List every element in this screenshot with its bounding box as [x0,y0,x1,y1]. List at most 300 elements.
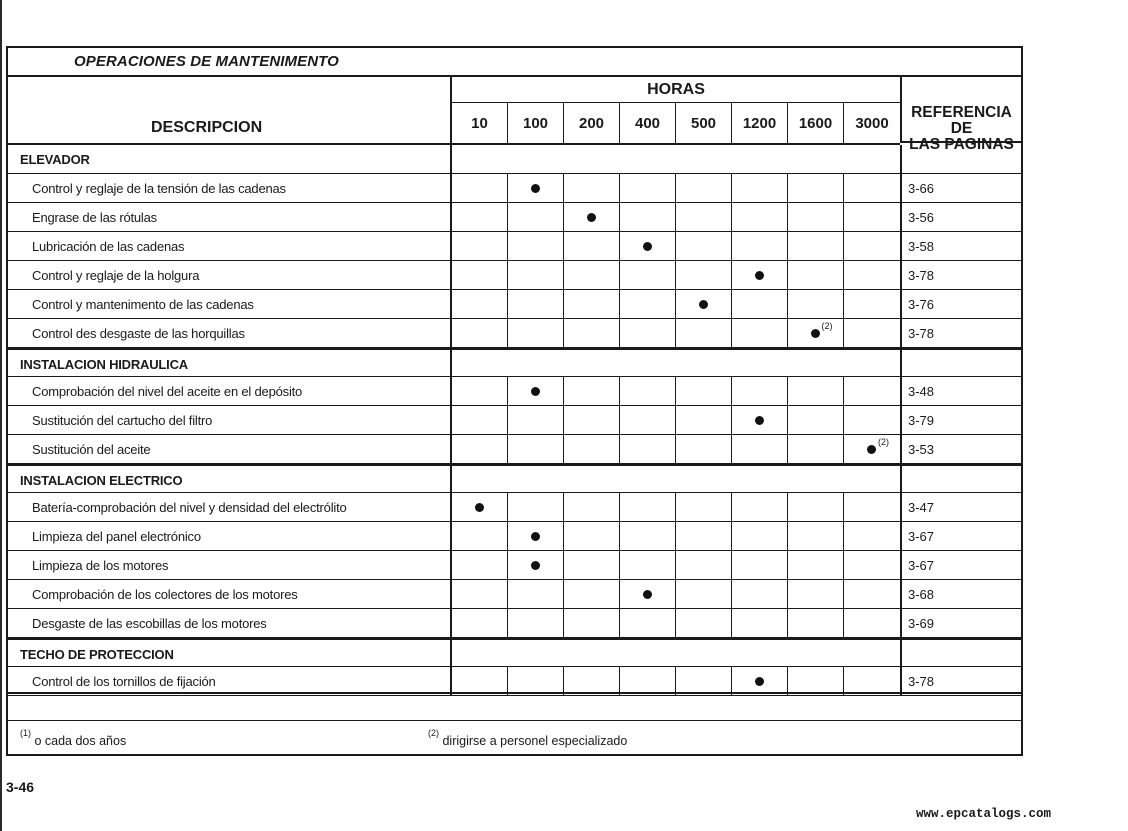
hour-cell [676,261,732,289]
reference-header-line1: REFERENCIA DE [911,104,1012,137]
hour-cell [732,290,788,318]
hour-cell [788,435,844,463]
section-title: ELEVADOR [20,152,90,167]
hour-cell [452,580,508,608]
hour-cell [620,377,676,405]
hour-cell [676,203,732,231]
hours-cells [452,174,900,202]
reference-cell [900,551,1021,579]
hour-cell [732,350,788,376]
hours-column-header: 500 [676,103,732,143]
reference-cell [900,466,1021,492]
hours-interval-header [452,103,900,145]
hour-cell [676,580,732,608]
hour-cell [732,203,788,231]
hour-cell [508,145,564,173]
hour-cell [620,493,676,521]
hour-cell [564,232,620,260]
hour-cell [788,290,844,318]
hour-cell [676,466,732,492]
table-row [8,319,1021,348]
footnote-2-mark: (2) [428,728,439,738]
hour-cell [564,522,620,550]
reference-page: 3-78 [908,674,935,689]
hour-cell [732,406,788,434]
interval-dot-icon [643,242,652,251]
hour-cell [788,667,844,695]
hour-cell [564,640,620,666]
hour-cell [844,466,900,492]
maintenance-table [6,46,1023,756]
description-cell [8,580,452,608]
interval-dot-icon [755,677,764,686]
hour-cell [844,174,900,202]
hour-cell [732,145,788,173]
hour-cell [732,640,788,666]
table-blank-row [8,692,1021,721]
reference-cell [900,290,1021,318]
table-row [8,174,1021,203]
hour-cell [508,232,564,260]
hour-cell [676,350,732,376]
interval-dot-icon [531,532,540,541]
operation-label: Limpieza de los motores [32,558,169,573]
hour-cell [620,551,676,579]
hour-cell [508,350,564,376]
hours-column-header: 10 [452,103,508,143]
operation-label: Control des desgaste de las horquillas [32,326,245,341]
hour-cell [564,174,620,202]
description-cell [8,145,452,173]
hour-cell [844,406,900,434]
hour-cell [564,203,620,231]
hour-cell [620,350,676,376]
table-row [8,609,1021,638]
hour-cell [676,232,732,260]
hour-cell [788,319,844,347]
hour-cell [676,174,732,202]
hour-cell [844,435,900,463]
interval-dot-icon [755,416,764,425]
hours-header-cell [452,77,900,103]
hour-cell [508,493,564,521]
hour-cell [732,609,788,637]
description-header-cell [8,77,452,145]
hour-cell [564,377,620,405]
table-body [8,145,1021,696]
hour-cell [844,551,900,579]
description-cell [8,290,452,318]
hour-cell [788,174,844,202]
table-row [8,290,1021,319]
hour-cell [508,522,564,550]
hour-cell [452,609,508,637]
interval-dot-icon [811,321,833,338]
hour-cell [564,145,620,173]
table-row [8,435,1021,464]
hour-cell [620,580,676,608]
hour-cell [676,522,732,550]
hour-cell [676,667,732,695]
reference-cell [900,522,1021,550]
hour-cell [676,493,732,521]
hour-cell [676,609,732,637]
hour-cell [452,551,508,579]
description-cell [8,667,452,695]
hour-cell [788,609,844,637]
hour-cell [788,232,844,260]
hours-column-header: 1600 [788,103,844,143]
reference-header-line2: LAS PAGINAS [909,136,1014,153]
hours-column-header: 100 [508,103,564,143]
hour-cell [620,667,676,695]
footnote-2-text: dirigirse a personel especializado [439,734,628,749]
table-row [8,522,1021,551]
description-cell [8,551,452,579]
reference-cell [900,203,1021,231]
hours-cells [452,290,900,318]
description-cell [8,319,452,347]
hour-cell [732,232,788,260]
hour-cell [676,551,732,579]
reference-cell [900,319,1021,347]
description-cell [8,435,452,463]
reference-cell [900,667,1021,695]
table-row [8,406,1021,435]
interval-dot-icon [699,300,708,309]
hour-cell [844,203,900,231]
hour-cell [620,522,676,550]
hour-cell [844,350,900,376]
hour-cell [452,261,508,289]
description-cell [8,203,452,231]
interval-dot-icon [755,271,764,280]
operation-label: Sustitución del cartucho del filtro [32,413,213,428]
page-edge-line [0,0,2,831]
hour-cell [732,667,788,695]
hour-cell [676,406,732,434]
hour-cell [452,406,508,434]
hour-cell [564,290,620,318]
reference-page: 3-48 [908,384,935,399]
hour-cell [452,667,508,695]
hour-cell [620,609,676,637]
hour-cell [844,145,900,173]
operation-label: Control y reglaje de la tensión de las cadenas [32,181,286,196]
footnotes [8,721,1021,754]
hour-cell [508,640,564,666]
section-row [8,348,1021,377]
hour-cell [452,377,508,405]
hour-cell [844,319,900,347]
hour-cell [788,145,844,173]
hour-cell [844,261,900,289]
hours-cells [452,377,900,405]
hour-cell [732,377,788,405]
hours-cells [452,261,900,289]
hours-cells [452,667,900,695]
hour-cell [844,667,900,695]
hour-cell [452,522,508,550]
footnote-1 [20,728,127,749]
hour-cell [508,667,564,695]
hours-header: HORAS [647,81,705,98]
footnote-1-text: o cada dos años [31,734,127,749]
description-cell [8,609,452,637]
hour-cell [452,350,508,376]
reference-page: 3-79 [908,413,935,428]
hours-cells [452,522,900,550]
hour-cell [452,232,508,260]
dot-note: (2) [878,437,889,447]
hours-cells [452,435,900,463]
hour-cell [620,319,676,347]
hours-column-header: 400 [620,103,676,143]
reference-cell [900,640,1021,666]
hours-cells [452,145,900,173]
reference-header [900,77,1021,153]
description-header: DESCRIPCION [151,119,263,136]
hour-cell [508,261,564,289]
hour-cell [620,145,676,173]
hour-cell [844,377,900,405]
reference-cell [900,232,1021,260]
reference-cell [900,406,1021,434]
hour-cell [564,261,620,289]
hour-cell [788,350,844,376]
operation-label: Comprobación de los colectores de los motores [32,587,298,602]
description-cell [8,261,452,289]
operation-label: Control y reglaje de la holgura [32,268,200,283]
hour-cell [620,203,676,231]
hour-cell [844,580,900,608]
hours-cells [452,609,900,637]
reference-cell [900,350,1021,376]
hour-cell [788,377,844,405]
hour-cell [676,290,732,318]
description-cell [8,522,452,550]
table-row [8,232,1021,261]
hour-cell [732,435,788,463]
operation-label: Lubricación de las cadenas [32,239,185,254]
hours-cells [452,466,900,492]
section-title: INSTALACION HIDRAULICA [20,357,188,372]
reference-page: 3-47 [908,500,935,515]
hour-cell [676,435,732,463]
description-cell [8,377,452,405]
hour-cell [452,203,508,231]
hour-cell [564,580,620,608]
hour-cell [452,319,508,347]
hour-cell [508,580,564,608]
operation-label: Engrase de las rótulas [32,210,157,225]
reference-page: 3-58 [908,239,935,254]
section-row [8,638,1021,667]
reference-page: 3-66 [908,181,935,196]
hour-cell [620,290,676,318]
table-row [8,580,1021,609]
hour-cell [452,493,508,521]
hour-cell [844,232,900,260]
reference-page: 3-76 [908,297,935,312]
footnote-2 [428,728,628,749]
reference-page: 3-69 [908,616,935,631]
reference-cell [900,493,1021,521]
hours-column-header: 200 [564,103,620,143]
hour-cell [732,522,788,550]
hour-cell [508,551,564,579]
hours-cells [452,350,900,376]
hour-cell [564,350,620,376]
hour-cell [508,203,564,231]
reference-cell [900,580,1021,608]
hour-cell [508,435,564,463]
hour-cell [844,493,900,521]
description-cell [8,466,452,492]
interval-dot-icon [531,184,540,193]
hour-cell [620,261,676,289]
operation-label: Desgaste de las escobillas de los motores [32,616,267,631]
reference-page: 3-67 [908,529,935,544]
operation-label: Comprobación del nivel del aceite en el depósito [32,384,303,399]
hour-cell [620,174,676,202]
description-cell [8,493,452,521]
reference-cell [900,261,1021,289]
hour-cell [564,609,620,637]
reference-cell [900,377,1021,405]
hours-cells [452,203,900,231]
hour-cell [788,203,844,231]
reference-page: 3-53 [908,442,935,457]
operation-label: Control y mantenimento de las cadenas [32,297,254,312]
hour-cell [620,435,676,463]
website-watermark: www.epcatalogs.com [916,807,1052,821]
reference-cell [900,174,1021,202]
reference-page: 3-78 [908,326,935,341]
operation-label: Control de los tornillos de fijación [32,674,216,689]
operation-label: Limpieza del panel electrónico [32,529,201,544]
hour-cell [564,551,620,579]
table-row [8,377,1021,406]
reference-cell [900,609,1021,637]
hour-cell [452,145,508,173]
hour-cell [620,640,676,666]
reference-cell [900,435,1021,463]
reference-page: 3-67 [908,558,935,573]
hour-cell [508,290,564,318]
description-cell [8,350,452,376]
hour-cell [564,466,620,492]
hour-cell [844,290,900,318]
section-row [8,464,1021,493]
description-cell [8,640,452,666]
hour-cell [452,290,508,318]
hour-cell [452,174,508,202]
table-title-bar [8,48,1021,77]
hour-cell [508,466,564,492]
hour-cell [564,435,620,463]
hour-cell [732,580,788,608]
hour-cell [452,640,508,666]
hour-cell [788,580,844,608]
reference-page: 3-68 [908,587,935,602]
reference-cell [900,145,1021,173]
hour-cell [676,145,732,173]
hour-cell [788,466,844,492]
hour-cell [732,174,788,202]
hour-cell [844,522,900,550]
hour-cell [564,493,620,521]
hours-column-header: 1200 [732,103,788,143]
hour-cell [732,466,788,492]
hour-cell [508,609,564,637]
interval-dot-icon [531,387,540,396]
hour-cell [452,435,508,463]
hours-cells [452,580,900,608]
hours-cells [452,493,900,521]
hour-cell [620,232,676,260]
hour-cell [676,319,732,347]
hour-cell [676,640,732,666]
interval-dot-icon [475,503,484,512]
reference-page: 3-56 [908,210,935,225]
hour-cell [844,609,900,637]
hour-cell [788,522,844,550]
hour-cell [788,493,844,521]
hour-cell [732,551,788,579]
description-cell [8,174,452,202]
hour-cell [564,319,620,347]
hour-cell [676,377,732,405]
hour-cell [732,493,788,521]
hour-cell [508,319,564,347]
operation-label: Batería-comprobación del nivel y densidad del electrólito [32,500,347,515]
section-title: TECHO DE PROTECCION [20,647,174,662]
hour-cell [732,261,788,289]
table-title: OPERACIONES DE MANTENIMENTO [74,53,339,70]
interval-dot-icon [867,437,889,454]
interval-dot-icon [531,561,540,570]
hours-column-header: 3000 [855,115,889,132]
description-cell [8,232,452,260]
page-number: 3-46 [6,779,35,795]
dot-note: (2) [821,321,833,331]
table-row [8,203,1021,232]
hour-cell [564,406,620,434]
hour-cell [620,406,676,434]
hours-cells [452,640,900,666]
hour-cell [452,466,508,492]
hour-cell [620,466,676,492]
hours-cells [452,551,900,579]
interval-dot-icon [643,590,652,599]
hours-cells [452,319,900,347]
description-cell [8,406,452,434]
section-title: INSTALACION ELECTRICO [20,473,183,488]
hour-cell [788,261,844,289]
hour-cell [788,640,844,666]
hour-cell [564,667,620,695]
reference-page: 3-78 [908,268,935,283]
hour-cell [788,551,844,579]
section-row [8,145,1021,174]
table-row [8,551,1021,580]
hours-cells [452,232,900,260]
footnote-1-mark: (1) [20,728,31,738]
table-row [8,493,1021,522]
hour-cell [844,640,900,666]
hour-cell [788,406,844,434]
